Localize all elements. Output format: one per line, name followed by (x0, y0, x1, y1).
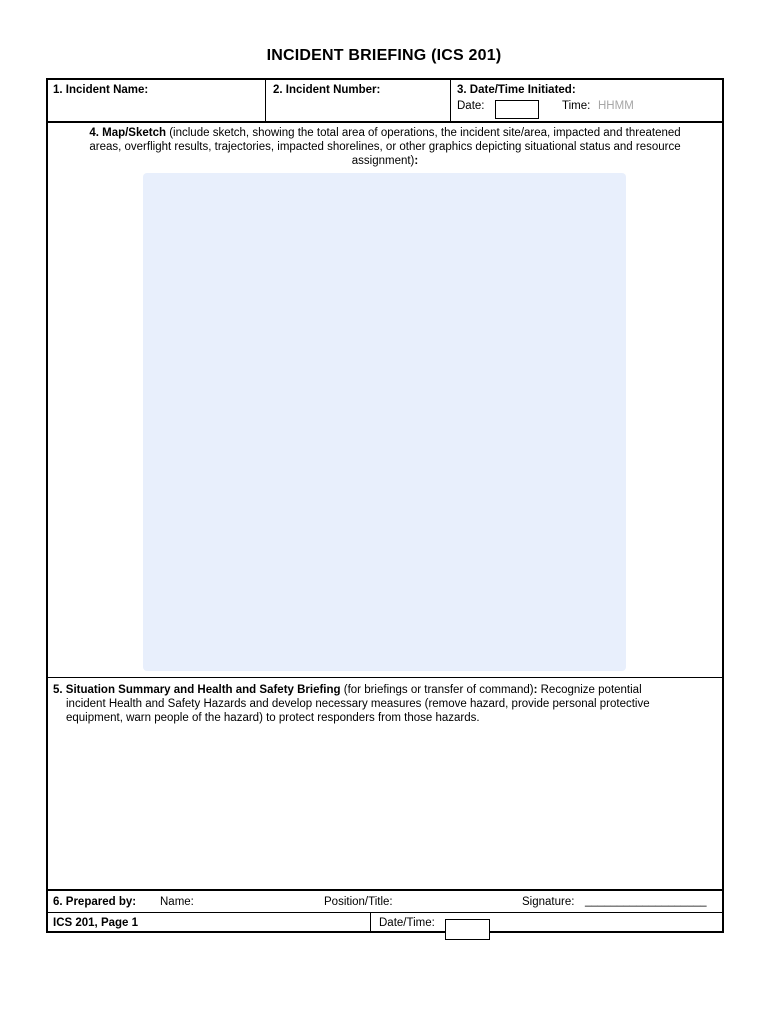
frame-right (722, 78, 724, 933)
frame-bottom (46, 931, 724, 933)
name-label: Name: (160, 896, 194, 908)
date-field[interactable] (495, 100, 539, 119)
map-instructions (50, 126, 720, 168)
datetime-field[interactable] (445, 919, 490, 940)
map-label: 4. Map/Sketch (89, 127, 167, 139)
situation-line2: incident Health and Safety Hazards and develop necessary measures (remove hazard, provide personal protective (66, 698, 650, 710)
frame-left (46, 78, 48, 933)
signature-field[interactable]: ___________________ (585, 895, 707, 907)
position-title-label: Position/Title: (324, 896, 393, 908)
footer-divider (370, 912, 371, 932)
datetime-initiated-label: 3. Date/Time Initiated: (457, 84, 576, 96)
incident-name-label: 1. Incident Name: (53, 84, 149, 96)
map-instructions-line1: 4. Map/Sketch (include sketch, showing the total area of operations, the incident site/area, impacted and threatened (89, 127, 681, 139)
situation-line1: 5. Situation Summary and Health and Safety Briefing (for briefings or transfer of command): Recognize potential (53, 684, 642, 696)
date-label: Date: (457, 100, 485, 112)
header-divider-2 (450, 78, 451, 122)
form-title: INCIDENT BRIEFING (ICS 201) (266, 47, 502, 64)
situation-section-bottom (46, 889, 724, 891)
map-sketch-area[interactable] (143, 173, 626, 671)
time-field[interactable]: HHMM (598, 100, 634, 112)
frame-top (46, 78, 724, 80)
header-bottom (46, 121, 724, 123)
map-section-bottom (46, 677, 724, 678)
situation-line3: equipment, warn people of the hazard) to protect responders from those hazards. (66, 712, 480, 724)
prepared-by-label: 6. Prepared by: (53, 896, 137, 908)
map-instructions-line2: areas, overflight results, trajectories, impacted shorelines, or other graphics depicting situational status and resource (89, 141, 681, 153)
datetime-label: Date/Time: (379, 917, 435, 929)
signature-label: Signature: (522, 896, 575, 908)
incident-number-label: 2. Incident Number: (273, 84, 381, 96)
map-instructions-line3: assignment): (351, 155, 419, 167)
prepared-row-bottom (46, 912, 724, 913)
time-label: Time: (562, 100, 591, 112)
header-divider-1 (265, 78, 266, 122)
page-label: ICS 201, Page 1 (53, 917, 139, 929)
situation-summary-field[interactable] (50, 730, 720, 886)
situation-label: 5. Situation Summary and Health and Safety Briefing (53, 684, 341, 696)
situation-instructions (53, 683, 718, 725)
